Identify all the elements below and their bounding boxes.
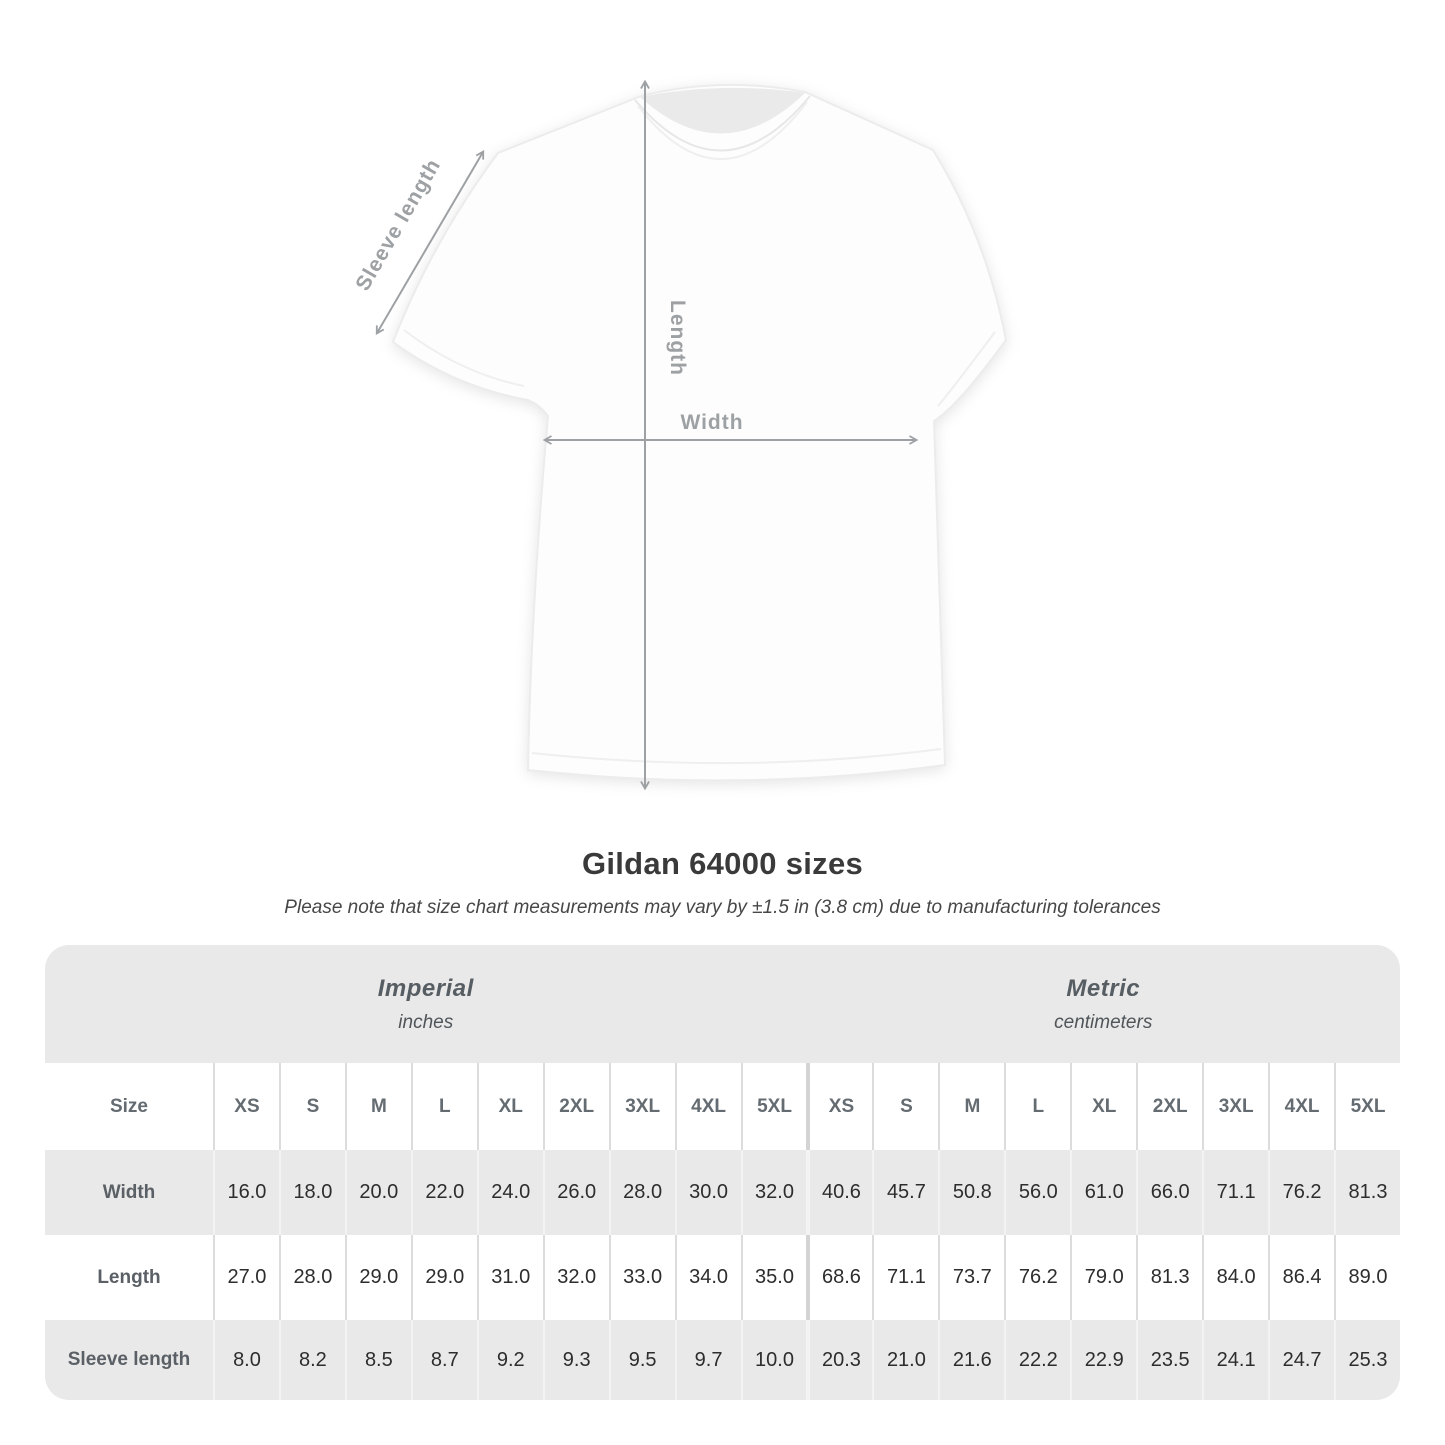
tolerance-note: Please note that size chart measurements may vary by ±1.5 in (3.8 cm) due to manufacturing tolerances [284, 897, 1161, 918]
table-cell: 20.0 [345, 1150, 411, 1235]
table-cell: 20.3 [806, 1320, 872, 1400]
column-header-size: 4XL [1268, 1063, 1334, 1150]
table-cell: 8.7 [411, 1320, 477, 1400]
table-cell: 22.2 [1004, 1320, 1070, 1400]
column-header-size: 2XL [1136, 1063, 1202, 1150]
group-header-imperial [45, 945, 806, 1063]
table-cell: 68.6 [806, 1235, 872, 1320]
table-cell: 66.0 [1136, 1150, 1202, 1235]
table-cell: 22.9 [1070, 1320, 1136, 1400]
column-header-size: L [1004, 1063, 1070, 1150]
table-cell: 33.0 [609, 1235, 675, 1320]
table-cell: 16.0 [213, 1150, 279, 1235]
table-cell: 32.0 [543, 1235, 609, 1320]
corner-header-size: Size [45, 1063, 213, 1150]
group-label: Imperial [377, 974, 474, 1002]
table-cell: 21.6 [938, 1320, 1004, 1400]
table-cell: 56.0 [1004, 1150, 1070, 1235]
column-header-size: 5XL [741, 1063, 807, 1150]
table-cell: 22.0 [411, 1150, 477, 1235]
table-cell: 79.0 [1070, 1235, 1136, 1320]
column-header-size: S [872, 1063, 938, 1150]
table-cell: 61.0 [1070, 1150, 1136, 1235]
column-header-size: 4XL [675, 1063, 741, 1150]
sleeve-length-label: Sleeve length [351, 154, 446, 295]
table-cell: 81.3 [1136, 1235, 1202, 1320]
table-cell: 28.0 [279, 1235, 345, 1320]
table-cell: 25.3 [1334, 1320, 1400, 1400]
table-cell: 40.6 [806, 1150, 872, 1235]
table-cell: 45.7 [872, 1150, 938, 1235]
size-chart-table [45, 945, 1400, 1400]
group-header-metric [806, 945, 1400, 1063]
table-cell: 8.0 [213, 1320, 279, 1400]
column-header-size: M [345, 1063, 411, 1150]
row-label: Sleeve length [45, 1320, 213, 1400]
table-cell: 8.5 [345, 1320, 411, 1400]
row-label: Length [45, 1235, 213, 1320]
column-header-size: XS [806, 1063, 872, 1150]
table-cell: 23.5 [1136, 1320, 1202, 1400]
table-cell: 76.2 [1268, 1150, 1334, 1235]
table-cell: 28.0 [609, 1150, 675, 1235]
column-header-size: S [279, 1063, 345, 1150]
table-cell: 9.5 [609, 1320, 675, 1400]
group-unit: centimeters [1054, 1011, 1153, 1033]
table-cell: 24.0 [477, 1150, 543, 1235]
width-label: Width [680, 411, 744, 434]
group-unit: inches [398, 1011, 454, 1033]
table-cell: 21.0 [872, 1320, 938, 1400]
table-cell: 86.4 [1268, 1235, 1334, 1320]
group-label: Metric [1066, 974, 1141, 1002]
table-cell: 9.3 [543, 1320, 609, 1400]
column-header-size: 2XL [543, 1063, 609, 1150]
column-header-size: XL [1070, 1063, 1136, 1150]
table-cell: 81.3 [1334, 1150, 1400, 1235]
table-cell: 34.0 [675, 1235, 741, 1320]
table-cell: 24.1 [1202, 1320, 1268, 1400]
table-cell: 31.0 [477, 1235, 543, 1320]
table-cell: 29.0 [345, 1235, 411, 1320]
table-cell: 89.0 [1334, 1235, 1400, 1320]
table-cell: 29.0 [411, 1235, 477, 1320]
page-title: Gildan 64000 sizes [581, 846, 864, 881]
table-cell: 24.7 [1268, 1320, 1334, 1400]
table-cell: 50.8 [938, 1150, 1004, 1235]
row-label: Width [45, 1150, 213, 1235]
table-cell: 26.0 [543, 1150, 609, 1235]
table-cell: 10.0 [741, 1320, 807, 1400]
column-header-size: XL [477, 1063, 543, 1150]
column-header-size: XS [213, 1063, 279, 1150]
column-header-size: 3XL [1202, 1063, 1268, 1150]
table-cell: 73.7 [938, 1235, 1004, 1320]
table-cell: 35.0 [741, 1235, 807, 1320]
table-cell: 76.2 [1004, 1235, 1070, 1320]
table-cell: 8.2 [279, 1320, 345, 1400]
column-header-size: 3XL [609, 1063, 675, 1150]
length-label: Length [666, 300, 689, 376]
column-header-size: M [938, 1063, 1004, 1150]
table-cell: 9.7 [675, 1320, 741, 1400]
column-header-size: L [411, 1063, 477, 1150]
table-cell: 9.2 [477, 1320, 543, 1400]
table-cell: 18.0 [279, 1150, 345, 1235]
table-cell: 71.1 [1202, 1150, 1268, 1235]
column-header-size: 5XL [1334, 1063, 1400, 1150]
table-cell: 32.0 [741, 1150, 807, 1235]
table-cell: 71.1 [872, 1235, 938, 1320]
table-cell: 30.0 [675, 1150, 741, 1235]
table-cell: 27.0 [213, 1235, 279, 1320]
table-cell: 84.0 [1202, 1235, 1268, 1320]
